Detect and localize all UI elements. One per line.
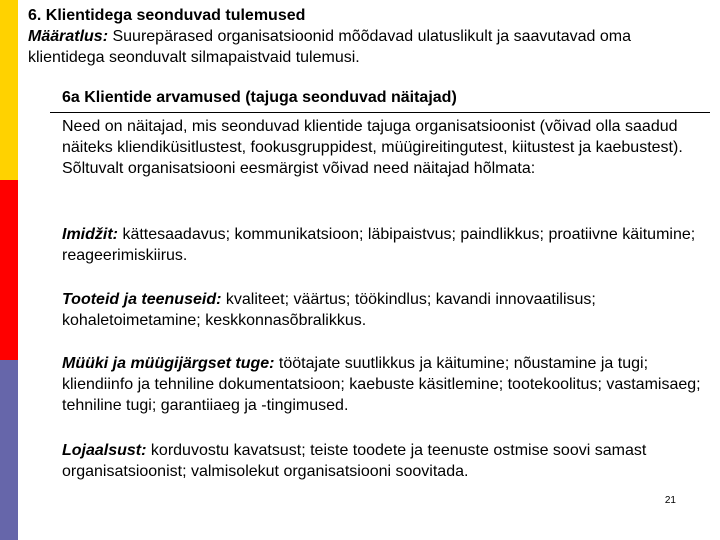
page-number: 21 (664, 495, 676, 506)
item-sales-support-label: Müüki ja müügijärgset tuge: (62, 355, 275, 372)
section-heading: 6a Klientide arvamused (tajuga seonduvad näitajad) (62, 89, 457, 106)
side-color-bar (0, 0, 18, 540)
item-loyalty-label: Lojaalsust: (62, 442, 147, 459)
side-bar-yellow-segment (0, 0, 18, 180)
item-sales-support (62, 353, 702, 416)
intro-text (62, 116, 702, 179)
item-image-label: Imidžit: (62, 226, 118, 243)
item-image-text: kättesaadavus; kommunikatsioon; läbipaistvus; paindlikkus; proatiivne käitumine; reageerimiskiirus. (62, 226, 696, 264)
intro-line-1: Need on näitajad, mis seonduvad klientide tajuga organisatsioonist (võivad olla saadud näiteks kliendiküsitlustest, fookusgruppidest, müügireitingutest, kiitustest ja kaebustest). (62, 118, 683, 156)
section-divider (50, 112, 710, 113)
item-products-services (62, 289, 702, 331)
definition (28, 26, 688, 68)
item-products-services-label: Tooteid ja teenuseid: (62, 291, 222, 308)
side-bar-red-segment (0, 180, 18, 360)
slide-title: 6. Klientidega seonduvad tulemused (28, 7, 306, 24)
item-products-services-text: kvaliteet; väärtus; töökindlus; kavandi innovaatilisus; kohaletoimetamine; keskkonnasõbralikkus. (62, 291, 596, 329)
intro-line-2: Sõltuvalt organisatsiooni eesmärgist võivad need näitajad hõlmata: (62, 160, 536, 177)
definition-text: Suurepärased organisatsioonid mõõdavad ulatuslikult ja saavutavad oma klientidega seonduvalt silmapaistvaid tulemusi. (28, 28, 632, 66)
item-loyalty-text: korduvostu kavatsust; teiste toodete ja teenuste ostmise soovi samast organisatsioonist; valmisolekut organisatsiooni soovitada. (62, 442, 647, 480)
item-image (62, 224, 702, 266)
definition-label: Määratlus: (28, 28, 109, 45)
item-sales-support-text: töötajate suutlikkus ja käitumine; nõustamine ja tugi; kliendiinfo ja tehniline dokumentatsioon; kaebuste käsitlemine; tootekoolitus; vastamisaeg; tehniline tugi; garantiiaeg ja -tingimused. (62, 355, 701, 414)
item-loyalty (62, 440, 702, 482)
side-bar-blue-segment (0, 360, 18, 540)
